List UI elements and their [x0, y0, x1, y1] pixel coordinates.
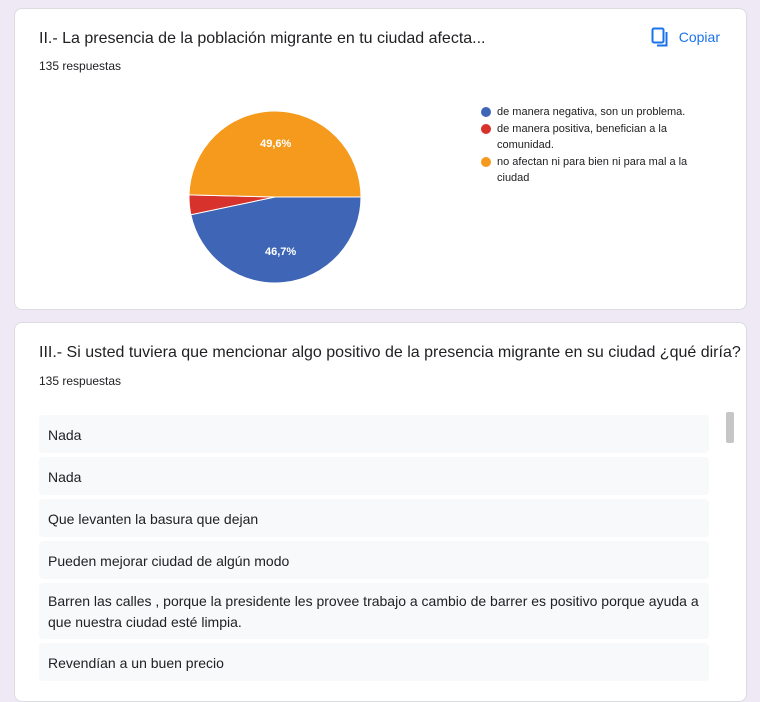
answer-item: Barren las calles , porque la presidente les provee trabajo a cambio de barrer es positivo porque ayuda a que nuestra ciudad esté limpia. — [39, 583, 709, 639]
question-1-response-count: 135 respuestas — [39, 59, 122, 73]
answers-scrollbar[interactable] — [723, 409, 737, 702]
scrollbar-thumb[interactable] — [726, 412, 734, 443]
question-2-response-count: 135 respuestas — [39, 374, 122, 388]
answer-item: Que levanten la basura que dejan — [39, 499, 709, 537]
pie-data-label-3: 49,6% — [260, 137, 292, 150]
legend-label: de manera positiva, benefician a la comunidad. — [497, 123, 667, 151]
legend-label: de manera negativa, son un problema. — [497, 106, 686, 118]
legend-dot-icon — [481, 107, 491, 117]
legend-dot-icon — [481, 124, 491, 134]
answer-item: Nada — [39, 415, 709, 453]
copy-icon — [651, 27, 669, 47]
legend-label: no afectan ni para bien ni para mal a la ciudad — [497, 156, 688, 184]
legend-item-1 — [481, 104, 721, 120]
question-2-title: III.- Si usted tuviera que mencionar algo positivo de la presencia migrante en su ciudad ¿qué diría? — [39, 344, 741, 361]
question-card-1 — [14, 8, 747, 310]
question-card-2 — [14, 322, 747, 702]
answers-list — [39, 415, 709, 685]
question-1-title: II.- La presencia de la población migrante en tu ciudad afecta... — [39, 30, 486, 47]
copy-label: Copiar — [678, 29, 720, 45]
pie-slice-3 — [189, 111, 361, 197]
legend-dot-icon — [481, 157, 491, 167]
answer-item: Nada — [39, 457, 709, 495]
pie-chart — [175, 97, 375, 297]
answer-item: Pueden mejorar ciudad de algún modo — [39, 541, 709, 579]
legend-item-3 — [481, 154, 721, 186]
answer-item: Revendían a un buen precio — [39, 643, 709, 681]
chart-legend — [481, 104, 721, 187]
pie-slice-1 — [191, 197, 361, 283]
copy-chart-button[interactable] — [651, 27, 720, 47]
legend-item-2 — [481, 121, 721, 153]
pie-data-label-1: 46,7% — [265, 245, 297, 258]
